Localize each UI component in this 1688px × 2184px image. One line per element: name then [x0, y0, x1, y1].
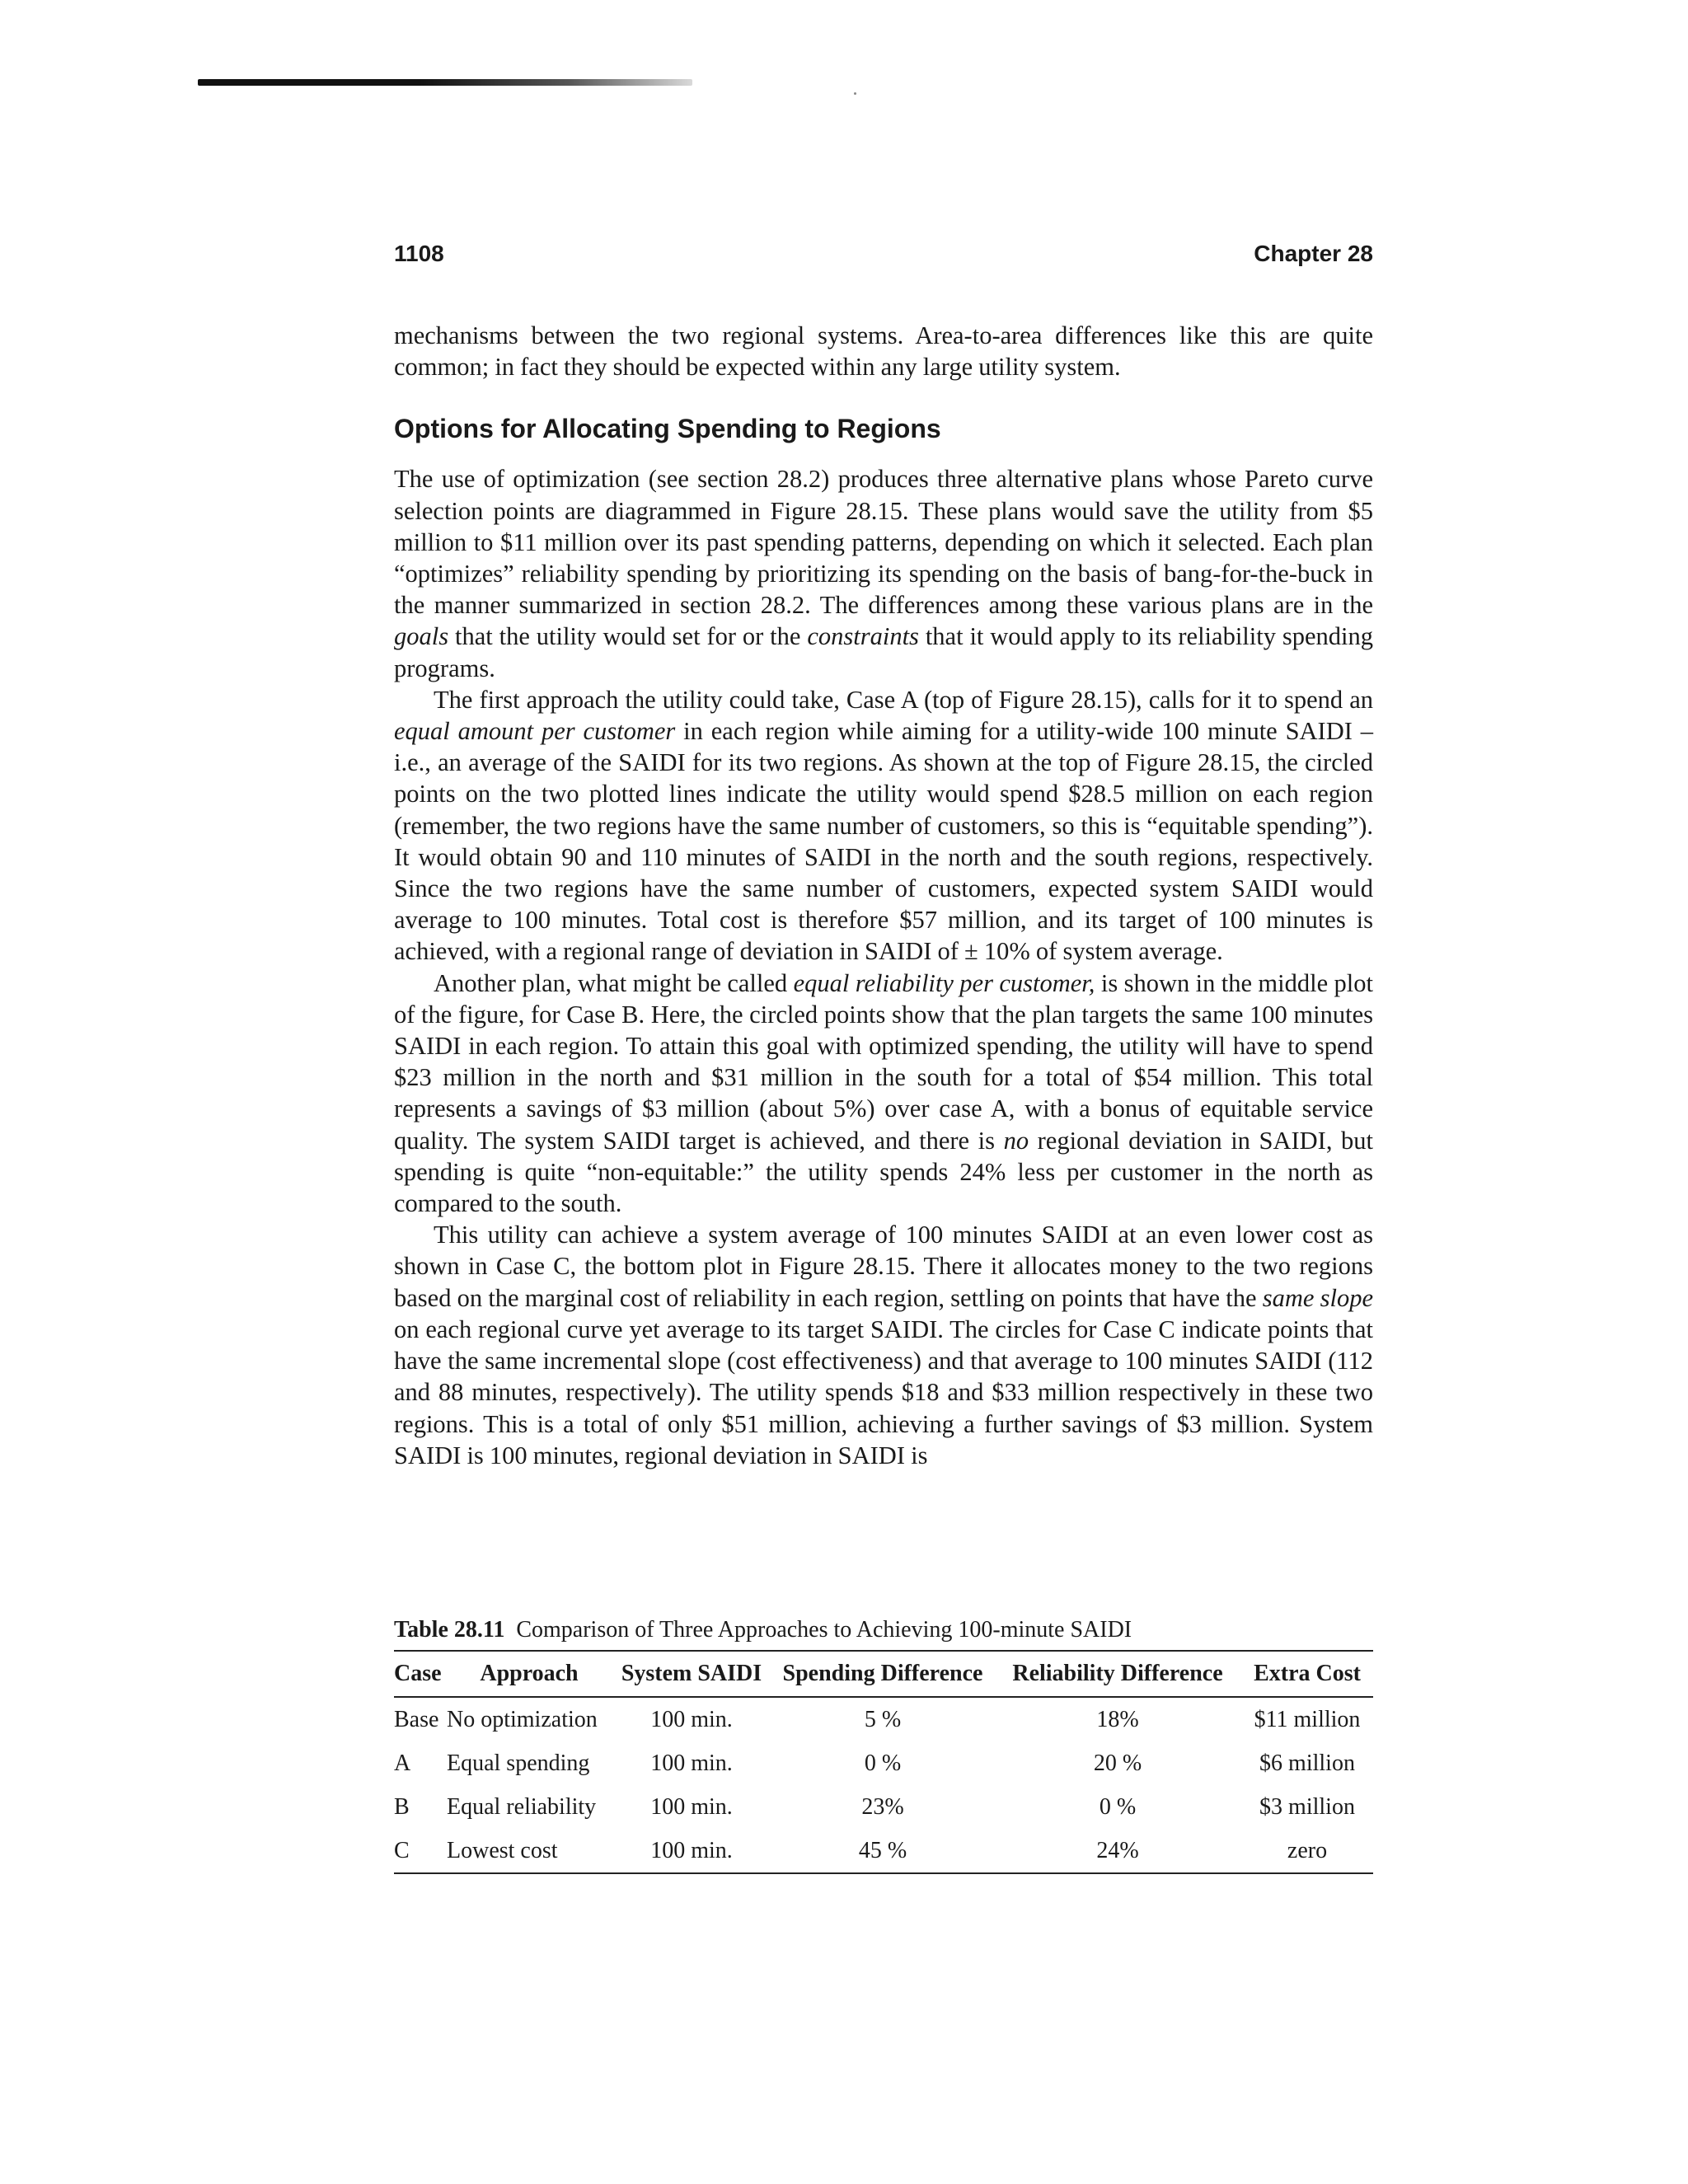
cell-extra-cost: $3 million	[1259, 1793, 1355, 1820]
cell-spending-difference: 0 %	[864, 1750, 902, 1776]
col-header-system-saidi: System SAIDI	[612, 1652, 771, 1697]
cell-approach: Lowest cost	[447, 1829, 612, 1873]
emphasis-equal-amount: equal amount per customer	[394, 717, 676, 746]
cell-extra-cost: $6 million	[1259, 1750, 1355, 1776]
col-header-reliability-difference: Reliability Difference	[994, 1652, 1241, 1697]
section-heading: Options for Allocating Spending to Regions	[394, 414, 941, 444]
cell-system-saidi: 100 min.	[650, 1750, 733, 1776]
col-header-spending-difference: Spending Difference	[771, 1652, 994, 1697]
scan-artifact-rule	[198, 79, 692, 86]
cell-approach: Equal reliability	[447, 1793, 597, 1820]
col-header-extra-cost: Extra Cost	[1241, 1652, 1373, 1697]
table-row	[394, 1697, 1373, 1741]
emphasis-goals: goals	[394, 622, 449, 651]
emphasis-constraints: constraints	[807, 622, 919, 651]
table-row	[394, 1829, 1373, 1873]
running-header	[394, 241, 1373, 274]
cell-approach: No optimization	[447, 1706, 598, 1732]
cell-extra-cost: $11 million	[1254, 1706, 1361, 1732]
paragraph-4: Another plan, what might be called equal reliability per customer, is shown in the middle plot of the figure, for Case B. Here, the circled points show that the plan targets the same 100 minutes SAIDI in each region. To attain this goal with optimized spending, the utility will have to spend $23 million in the north and $31 million in the south for a total of $54 million. This total represents a savings of $3 million (about 5%) over case A, with a bonus of equitable service quality. The system SAIDI target is achieved, and there is no regional deviation in SAIDI, but spending is quite “non-equitable:” the utility spends 24% less per customer in the north as compared to the south.	[394, 968, 1374, 1218]
table-caption: Table 28.11 Comparison of Three Approaches to Achieving 100-minute SAIDI	[394, 1615, 1373, 1652]
cell-system-saidi: 100 min.	[650, 1793, 733, 1820]
scan-artifact-dot	[854, 92, 856, 95]
cell-spending-difference: 5 %	[864, 1706, 902, 1732]
paragraph-5: This utility can achieve a system average of 100 minutes SAIDI at an even lower cost as shown in Case C, the bottom plot in Figure 28.15. There it allocates money to the two regions based on the marginal cost of reliability in each region, settling on points that have the same slope on each regional curve yet average to its target SAIDI. The circles for Case C indicate points that have the same incremental slope (cost effectiveness) and that average to 100 minutes SAIDI (112 and 88 minutes, respectively). The utility spends $18 and $33 million respectively in these two regions. This is a total of only $51 million, achieving a further savings of $3 million. System SAIDI is 100 minutes, regional deviation in SAIDI is	[394, 1221, 1373, 1469]
col-header-case: Case	[394, 1652, 447, 1697]
paragraph-3: The first approach the utility could take, Case A (top of Figure 28.15), calls for it to spend an equal amount per customer in each region while aiming for a utility-wide 100 minute SAIDI – i.e., an average of the SAIDI for its two regions. As shown at the top of Figure 28.15, the circled points on the two plotted lines indicate the utility would spend $28.5 million on each region (remember, the two regions have the same number of customers, so this is “equitable spending”). It would obtain 90 and 110 minutes of SAIDI in the north and the south regions, respectively. Since the two regions have the same number of customers, expected system SAIDI would average to 100 minutes. Total cost is therefore $57 million, and its target of 100 minutes is achieved, with a regional range of deviation in SAIDI of ± 10% of system average.	[394, 685, 1374, 966]
body-text	[394, 320, 1373, 1471]
paragraph-1: mechanisms between the two regional systems. Area-to-area differences like this are quite common; in fact they should be expected within any large utility system.	[394, 321, 1373, 382]
cell-reliability-difference: 0 %	[1099, 1793, 1137, 1820]
emphasis-no: no	[1003, 1126, 1029, 1155]
paragraph-2: The use of optimization (see section 28.2) produces three alternative plans whose Pareto curve selection points are diagrammed in Figure 28.15. These plans would save the utility from $5 million to $11 million over its past spending patterns, depending on which it selected. Each plan “optimizes” reliability spending by prioritizing its spending on the basis of bang-for-the-buck in the manner summarized in section 28.2. The differences among these various plans are in the goals that the utility would set for or the constraints that it would apply to its reliability spending programs.	[394, 465, 1373, 682]
cell-system-saidi: 100 min.	[612, 1829, 771, 1873]
data-table	[394, 1652, 1373, 1874]
comparison-table	[394, 1615, 1373, 1874]
emphasis-equal-reliability: equal reliability per customer,	[793, 968, 1095, 997]
cell-reliability-difference: 24%	[994, 1829, 1241, 1873]
page-number: 1108	[394, 241, 444, 266]
cell-system-saidi: 100 min.	[650, 1706, 733, 1732]
cell-case: A	[394, 1750, 411, 1776]
col-header-approach: Approach	[447, 1652, 612, 1697]
cell-case: B	[394, 1793, 410, 1820]
cell-extra-cost: zero	[1241, 1829, 1373, 1873]
table-row	[394, 1785, 1373, 1829]
cell-spending-difference: 45 %	[771, 1829, 994, 1873]
cell-spending-difference: 23%	[861, 1793, 904, 1820]
emphasis-same-slope: same slope	[1262, 1283, 1373, 1312]
table-label: Table 28.11	[394, 1617, 505, 1643]
cell-approach: Equal spending	[447, 1750, 590, 1776]
cell-case: Base	[394, 1706, 439, 1732]
cell-reliability-difference: 18%	[1096, 1706, 1139, 1732]
cell-case: C	[394, 1829, 447, 1873]
table-row	[394, 1741, 1373, 1785]
cell-reliability-difference: 20 %	[1093, 1750, 1142, 1776]
chapter-title: Chapter 28	[1254, 241, 1373, 266]
table-header-row	[394, 1652, 1373, 1697]
